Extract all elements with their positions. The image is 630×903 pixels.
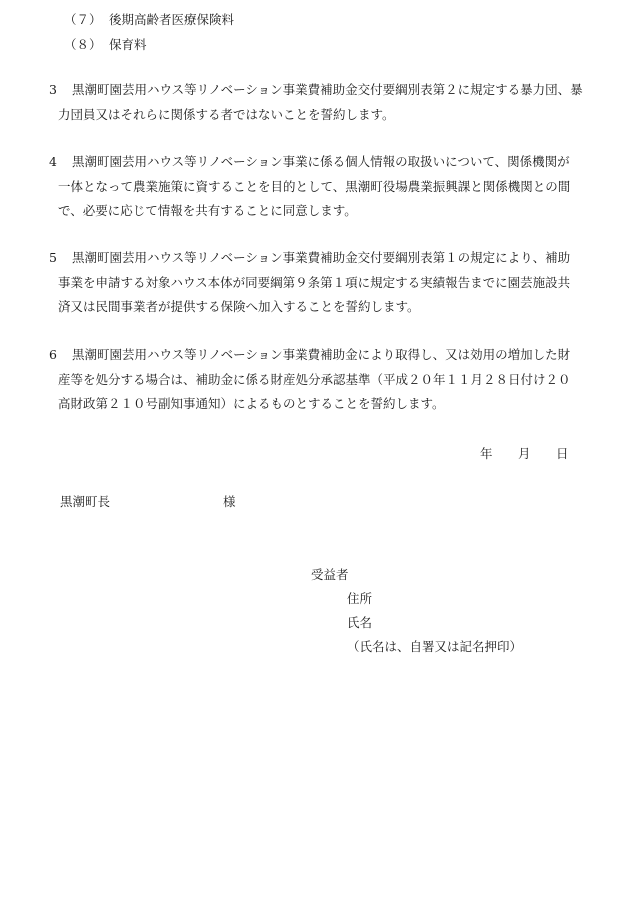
pledge-paragraph [49,78,583,127]
paragraph-line: 高財政第２１０号副知事通知）によるものとすることを誓約します。 [58,396,445,411]
pledge-paragraph [49,246,579,320]
paragraph-number: 4 [49,154,57,169]
addressee-name: 黒潮町長 [60,494,111,509]
paragraph-line: 黒潮町園芸用ハウス等リノベーション事業費補助金により取得し、又は効用の増加した財 [72,347,571,362]
paragraph-line: 産等を処分する場合は、補助金に係る財産処分承認基準（平成２０年１１月２８日付け２０ [58,371,571,387]
paragraph-number: 3 [49,82,57,97]
signature-note: （氏名は、自署又は記名押印） [347,639,523,654]
paragraph-line: 黒潮町園芸用ハウス等リノベーション事業費補助金交付要綱別表第１の規定により、補助 [72,250,571,265]
sub-item-text: 保育料 [109,37,147,52]
sub-item-text: 後期高齢者医療保険料 [109,12,235,27]
beneficiary-label: 受益者 [311,567,349,582]
address-label: 住所 [347,591,373,606]
paragraph-number: 6 [49,347,57,362]
paragraph-line: 事業を申請する対象ハウス本体が同要綱第９条第１項に規定する実績報告までに園芸施設共 [58,274,571,290]
addressee-honorific: 様 [223,494,236,509]
sub-item-number: （８） [64,37,102,52]
date-day-label: 日 [556,446,569,461]
date-month-label: 月 [518,446,531,461]
sub-item-number: （７） [64,12,102,27]
paragraph-line: 黒潮町園芸用ハウス等リノベーション事業に係る個人情報の取扱いについて、関係機関が [72,154,570,169]
paragraph-line: 力団員又はそれらに関係する者ではないことを誓約します。 [58,106,395,122]
paragraph-line: 一体となって農業施策に資することを目的として、黒潮町役場農業振興課と関係機関との間 [58,178,571,194]
name-label: 氏名 [347,615,373,630]
pledge-paragraph [49,343,579,417]
paragraph-line: で、必要に応じて情報を共有することに同意します。 [58,203,357,218]
date-year-label: 年 [480,446,493,461]
paragraph-line: 済又は民間事業者が提供する保険へ加入することを誓約します。 [58,299,420,314]
paragraph-number: 5 [49,250,57,265]
pledge-paragraph [49,150,579,224]
paragraph-line: 黒潮町園芸用ハウス等リノベーション事業費補助金交付要綱別表第２に規定する暴力団、暴 [72,82,583,97]
